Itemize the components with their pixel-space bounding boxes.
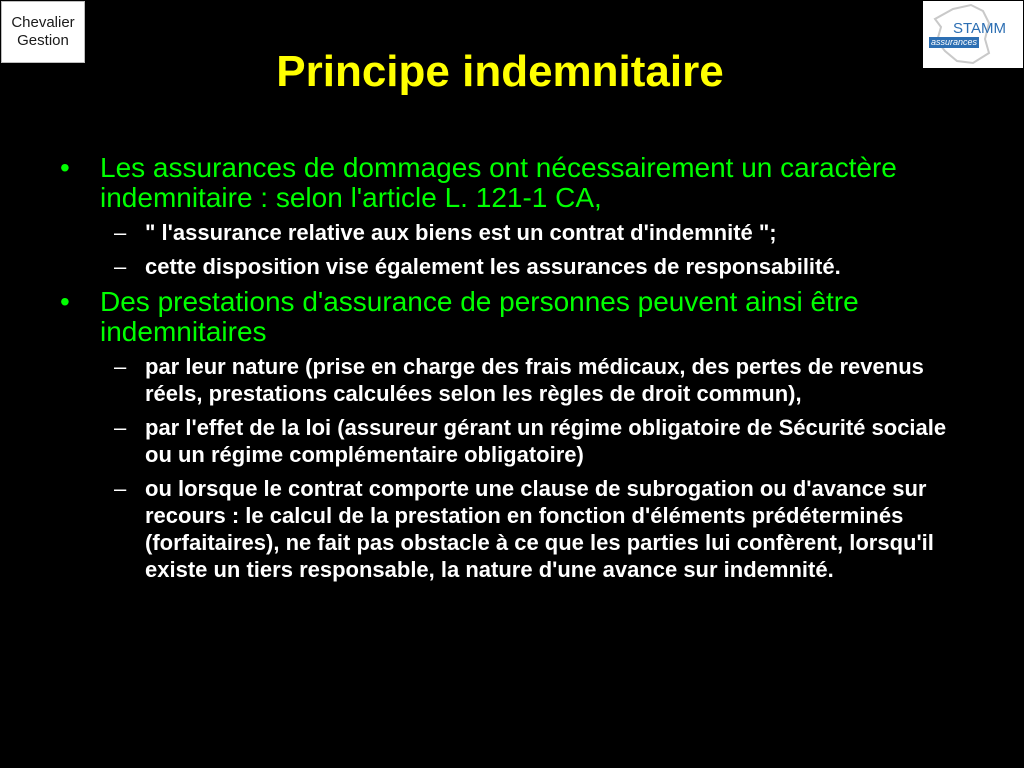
- bullet-text: Des prestations d'assurance de personnes peuvent ainsi être indemnitaires: [100, 286, 859, 347]
- bullet-list: [56, 153, 976, 590]
- sub-item: [56, 219, 976, 246]
- bullet-text: Les assurances de dommages ont nécessairement un caractère indemnitaire : selon l'article L. 121-1 CA,: [100, 152, 897, 213]
- sub-item: [56, 475, 976, 583]
- sub-item-text: par l'effet de la loi (assureur gérant un régime obligatoire de Sécurité sociale ou un régime complémentaire obligatoire): [145, 415, 947, 467]
- logo-left-line1: Chevalier: [11, 14, 75, 31]
- sub-item: [56, 414, 976, 468]
- sub-item-text: " l'assurance relative aux biens est un contrat d'indemnité ";: [145, 220, 777, 245]
- dash-marker: –: [114, 220, 127, 245]
- sub-item-text: par leur nature (prise en charge des frais médicaux, des pertes de revenus réels, prestations calculées selon les règles de droit commun),: [145, 354, 924, 406]
- sub-item: [56, 353, 976, 407]
- dash-marker: –: [114, 415, 127, 440]
- sub-item-text: cette disposition vise également les assurances de responsabilité.: [145, 254, 841, 279]
- bullet-item-2: [56, 287, 976, 347]
- dash-marker: –: [114, 476, 127, 501]
- sub-item: [56, 253, 976, 280]
- slide-title: Principe indemnitaire: [276, 47, 724, 96]
- bullet-marker: •: [60, 286, 70, 317]
- dash-marker: –: [114, 254, 127, 279]
- logo-right-sub: assurances: [931, 37, 978, 47]
- bullet-marker: •: [60, 152, 70, 183]
- dash-marker: –: [114, 354, 127, 379]
- logo-left-line2: Gestion: [17, 32, 69, 49]
- bullet-item-1: [56, 153, 976, 213]
- sub-item-text: ou lorsque le contrat comporte une clause de subrogation ou d'avance sur recours : le calcul de la prestation en fonction d'éléments prédéterminés (forfaitaires), ne fait pas obstacle à ce que les parties lui confèrent, lorsqu'il existe un tiers responsable, la nature d'une avance sur indemnité.: [145, 476, 934, 582]
- logo-right-brand: STAMM: [953, 20, 1007, 37]
